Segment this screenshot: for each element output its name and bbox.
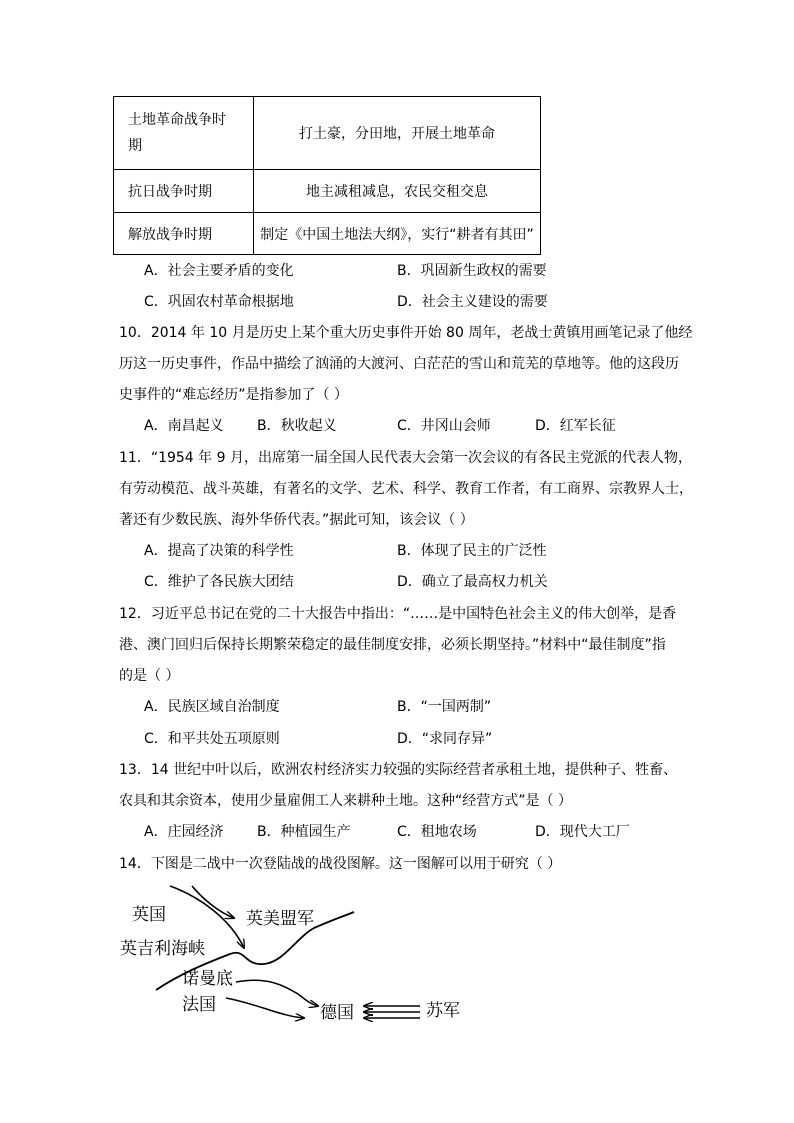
q12-option-a[interactable]: A．民族区域自治制度 (144, 699, 280, 715)
map-label-france: 法国 (182, 995, 216, 1015)
q11-text-line: 有劳动模范、战斗英雄，有著名的文学、艺术、科学、教育工作者，有工商界、宗教界人士， (119, 481, 693, 497)
q11-text-line: 著还有少数民族、海外华侨代表。”据此可知，该会议（ ） (119, 512, 474, 528)
q14-text-line: 14．下图是二战中一次登陆战的战役图解。这一图解可以用于研究（ ） (119, 856, 562, 872)
q10-option-a[interactable]: A．南昌起义 (144, 418, 224, 434)
advance-arrow (236, 980, 318, 1006)
table-cell-policy: 地主减租减息，农民交租交息 (254, 170, 541, 213)
map-label-normandy: 诺曼底 (182, 969, 233, 989)
table-cell-policy: 制定《中国土地法大纲》，实行“耕者有其田” (254, 213, 541, 255)
q10-option-d[interactable]: D．红军长征 (535, 418, 616, 434)
table-row (114, 97, 541, 170)
map-label-germany: 德国 (320, 1003, 354, 1023)
q10-option-c[interactable]: C．井冈山会师 (397, 418, 491, 434)
map-label-soviet: 苏军 (426, 1001, 460, 1021)
q9-option-b[interactable]: B．巩固新生政权的需要 (397, 263, 547, 279)
q10-text-line: 10．2014 年 10 月是历史上某个重大历史事件开始 80 周年，老战士黄镇用画笔记录了他经 (119, 325, 693, 341)
table-row (114, 213, 541, 255)
q13-option-d[interactable]: D．现代大工厂 (535, 824, 630, 840)
period-line: 期 (128, 138, 142, 154)
q9-option-a[interactable]: A．社会主要矛盾的变化 (144, 263, 294, 279)
q13-option-a[interactable]: A．庄园经济 (144, 824, 224, 840)
q11-text-line: 11．“1954 年 9 月，出席第一届全国人民代表大会第一次会议的有各民主党派的代表人物， (119, 450, 692, 466)
q11-option-c[interactable]: C．维护了各民族大团结 (144, 574, 294, 590)
battle-map-diagram (118, 878, 478, 1030)
q13-text-line: 农具和其余资本，使用少量雇佣工人来耕种土地。这种“经营方式”是（ ） (119, 793, 572, 809)
q9-option-d[interactable]: D．社会主义建设的需要 (397, 294, 548, 310)
q12-option-b[interactable]: B．“一国两制” (397, 699, 492, 715)
q13-option-c[interactable]: C．租地农场 (397, 824, 477, 840)
q11-option-b[interactable]: B．体现了民主的广泛性 (397, 543, 547, 559)
table-cell-period (114, 97, 254, 170)
advance-arrow (226, 998, 304, 1018)
table-cell-period: 解放战争时期 (114, 213, 254, 255)
q11-option-d[interactable]: D．确立了最高权力机关 (397, 574, 548, 590)
invasion-arrow (192, 886, 234, 918)
q10-text-line: 史事件的“难忘经历”是指参加了（ ） (119, 387, 348, 403)
q12-text-line: 的是（ ） (119, 668, 180, 684)
map-label-britain: 英国 (132, 905, 166, 925)
table-cell-period: 抗日战争时期 (114, 170, 254, 213)
q13-text-line: 13．14 世纪中叶以后，欧洲农村经济实力较强的实际经营者承租土地，提供种子、牲畜、 (119, 762, 678, 778)
q12-option-c[interactable]: C．和平共处五项原则 (144, 731, 280, 747)
q13-option-b[interactable]: B．种植园生产 (257, 824, 351, 840)
q11-option-a[interactable]: A．提高了决策的科学性 (144, 543, 294, 559)
q10-text-line: 历这一历史事件，作品中描绘了汹涌的大渡河、白茫茫的雪山和荒芜的草地等。他的这段历 (119, 356, 679, 372)
q12-option-d[interactable]: D．“求同存异” (397, 731, 493, 747)
table-row (114, 170, 541, 213)
q9-option-c[interactable]: C．巩固农村革命根据地 (144, 294, 294, 310)
map-label-channel: 英吉利海峡 (120, 939, 205, 959)
q12-text-line: 12．习近平总书记在党的二十大报告中指出：“……是中国特色社会主义的伟大创举，是香 (119, 606, 677, 622)
table-cell-policy: 打土豪，分田地，开展土地革命 (254, 97, 541, 170)
q12-text-line: 港、澳门回归后保持长期繁荣稳定的最佳制度安排，必须长期坚持。”材料中“最佳制度”指 (119, 637, 666, 653)
policy-table (113, 96, 541, 255)
map-label-allied: 英美盟军 (246, 909, 314, 929)
period-line: 土地革命战争时 (128, 112, 226, 128)
q10-option-b[interactable]: B．秋收起义 (257, 418, 337, 434)
